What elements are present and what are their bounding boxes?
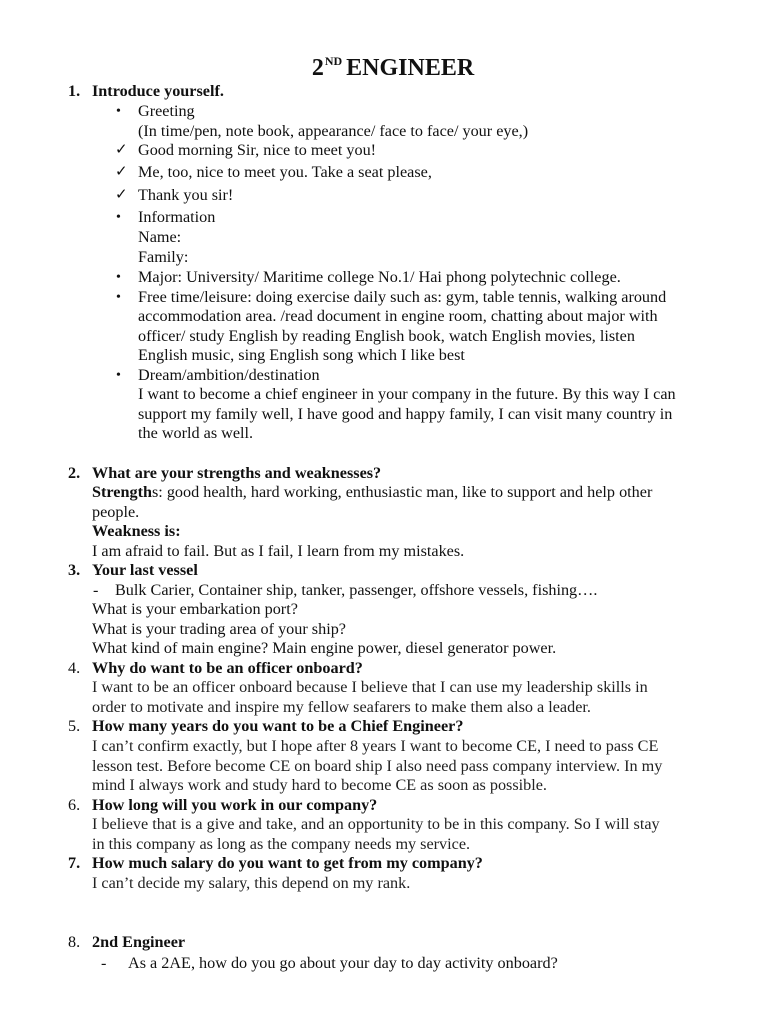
check-icon: ✓	[115, 187, 128, 203]
name-field: Name:	[138, 228, 182, 246]
q6-text-line: I believe that is a give and take, and an opportunity to be in this company. So I will stay	[92, 815, 660, 833]
greeting-label: Greeting	[138, 102, 195, 120]
q5-text-line: I can’t confirm exactly, but I hope after 8 years I want to become CE, I need to pass CE	[92, 737, 659, 755]
q6-text-line: in this company as long as the company needs my service.	[92, 835, 471, 853]
strengths-line	[92, 483, 652, 503]
q4-text-line: I want to be an officer onboard because I believe that I can use my leadership skills in	[92, 678, 648, 696]
major-item: Major: University/ Maritime college No.1/ Hai phong polytechnic college.	[138, 268, 621, 286]
q5-text-line: lesson test. Before become CE on board ship I also need pass company interview. In my	[92, 757, 663, 775]
q3-number: 3.	[68, 561, 81, 579]
dream-text-line: I want to become a chief engineer in your company in the future. By this way I can	[138, 385, 676, 403]
free-time-line: accommodation area. /read document in engine room, chatting about major with	[138, 307, 658, 325]
q7-number: 7.	[68, 854, 81, 872]
free-time-line: English music, sing English song which I like best	[138, 346, 465, 364]
q2-heading: What are your strengths and weaknesses?	[92, 464, 382, 482]
bullet-icon: •	[116, 290, 121, 305]
title-superscript: ND	[324, 54, 343, 68]
dream-text-line: the world as well.	[138, 424, 254, 442]
q5-text-line: mind I always work and study hard to become CE as soon as possible.	[92, 776, 547, 794]
check-item-3: Thank you sir!	[138, 186, 234, 204]
q7-text: I can’t decide my salary, this depend on my rank.	[92, 874, 411, 892]
q4-heading: Why do want to be an officer onboard?	[92, 659, 363, 677]
q8-heading: 2nd Engineer	[92, 933, 186, 951]
q1-number: 1.	[68, 82, 81, 100]
greeting-note: (In time/pen, note book, appearance/ face to face/ your eye,)	[138, 122, 529, 140]
q5-heading: How many years do you want to be a Chief Engineer?	[92, 717, 464, 735]
q3-line: What is your embarkation port?	[92, 600, 298, 618]
q6-number: 6.	[68, 796, 81, 814]
dream-label: Dream/ambition/destination	[138, 366, 320, 384]
q3-line: What is your trading area of your ship?	[92, 620, 346, 638]
weakness-label: Weakness is:	[92, 522, 181, 540]
bullet-icon: •	[116, 270, 121, 285]
page-title: 2ND ENGINEER	[311, 54, 475, 81]
q3-heading: Your last vessel	[92, 561, 198, 579]
weakness-text: I am afraid to fail. But as I fail, I learn from my mistakes.	[92, 542, 465, 560]
q1-heading: Introduce yourself.	[92, 82, 224, 100]
check-icon: ✓	[115, 164, 128, 180]
q8-number: 8.	[68, 933, 81, 951]
bullet-icon: •	[116, 104, 121, 119]
q4-text-line: order to motivate and inspire my fellow seafarers to make them also a leader.	[92, 698, 591, 716]
q4-number: 4.	[68, 659, 81, 677]
check-icon: ✓	[115, 142, 128, 158]
free-time-line: officer/ study English by reading English book, watch English movies, listen	[138, 327, 635, 345]
bullet-icon: •	[116, 210, 121, 225]
q7-heading: How much salary do you want to get from my company?	[92, 854, 483, 872]
check-item-2: Me, too, nice to meet you. Take a seat please,	[138, 163, 432, 181]
q2-number: 2.	[68, 464, 81, 482]
q6-heading: How long will you work in our company?	[92, 796, 378, 814]
strength-label: Strength	[92, 483, 152, 501]
dream-text-line: support my family well, I have good and happy family, I can visit many country in	[138, 405, 673, 423]
information-label: Information	[138, 208, 216, 226]
strength-text-cont: people.	[92, 503, 140, 521]
bullet-icon: •	[116, 368, 121, 383]
check-item-1: Good morning Sir, nice to meet you!	[138, 141, 377, 159]
strength-text: s: good health, hard working, enthusiastic man, like to support and help other	[151, 483, 653, 501]
vessel-types: Bulk Carier, Container ship, tanker, passenger, offshore vessels, fishing….	[115, 581, 598, 599]
q3-line: What kind of main engine? Main engine power, diesel generator power.	[92, 639, 557, 657]
q8-text: As a 2AE, how do you go about your day to day activity onboard?	[128, 954, 558, 972]
family-field: Family:	[138, 248, 189, 266]
q5-number: 5.	[68, 717, 81, 735]
free-time-line: Free time/leisure: doing exercise daily such as: gym, table tennis, walking around	[138, 288, 667, 306]
dash-marker: -	[101, 954, 107, 972]
dash-marker: -	[93, 581, 99, 599]
